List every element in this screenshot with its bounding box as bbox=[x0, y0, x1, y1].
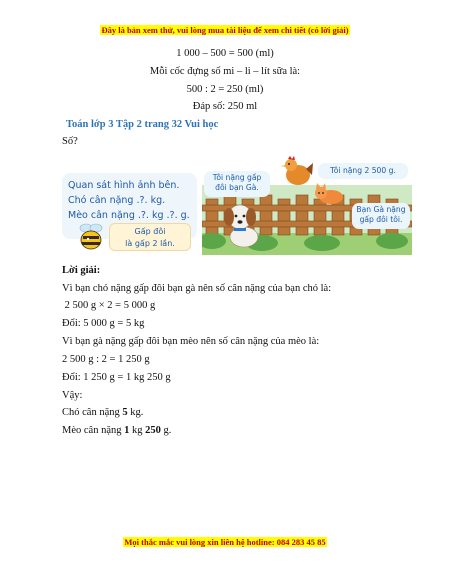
dog-answer-prefix: Chó cân nặng bbox=[62, 407, 123, 418]
dog-answer-value: 5 bbox=[122, 407, 128, 418]
bee-hint-bubble bbox=[109, 223, 191, 251]
answer-line: Đáp số: 250 ml bbox=[192, 101, 258, 112]
solution-line-1: Vì bạn chó nặng gấp đôi bạn gà nên số cân nặng của bạn chó là: bbox=[62, 283, 332, 294]
calc-line-3: 500 : 2 = 250 (ml) bbox=[186, 84, 264, 95]
farm-scene bbox=[202, 155, 412, 255]
cat-answer-suffix: g. bbox=[160, 425, 172, 436]
bee-hint-line-2: là gấp 2 lần. bbox=[125, 239, 175, 248]
preview-banner bbox=[0, 25, 450, 35]
hotline-banner bbox=[0, 537, 450, 547]
cat-speech-line-1: Bạn Gà nặng bbox=[356, 205, 406, 214]
preview-banner-text: Đây là bản xem thử, vui lòng mua tài liệu để xem chi tiết (có lời giải) bbox=[101, 25, 349, 35]
dog-answer-suffix: kg. bbox=[127, 407, 144, 418]
dog-speech-line-1: Tôi nặng gấp bbox=[212, 173, 262, 182]
instruction-line-1: Quan sát hình ảnh bên. bbox=[68, 180, 180, 191]
cat-speech-bubble bbox=[352, 203, 410, 229]
dog-speech-line-2: đôi bạn Gà. bbox=[215, 183, 259, 192]
instruction-line-3: Mèo cân nặng .?. kg .?. g. bbox=[68, 210, 190, 221]
solution-line-2: 2 500 g × 2 = 5 000 g bbox=[62, 300, 156, 311]
cat-answer bbox=[62, 425, 171, 436]
solution-line-3: Đổi: 5 000 g = 5 kg bbox=[62, 318, 145, 329]
bee-hint-line-1: Gấp đôi bbox=[134, 227, 166, 236]
cat-answer-mid: kg bbox=[129, 425, 146, 436]
illustration bbox=[62, 155, 412, 255]
calc-line-2: Mỗi cốc đựng số mi – li – lít sữa là: bbox=[149, 66, 301, 77]
section-title: Toán lớp 3 Tập 2 trang 32 Vui học bbox=[66, 119, 219, 130]
dog-speech-bubble bbox=[204, 171, 270, 197]
solution-line-4: Vì bạn gà nặng gấp đôi bạn mèo nên số cân nặng của mèo là: bbox=[62, 336, 320, 347]
cat-answer-g: 250 bbox=[145, 425, 161, 436]
cat-answer-kg: 1 bbox=[124, 425, 130, 436]
dog-icon bbox=[220, 199, 264, 249]
instruction-line-2: Chó cân nặng .?. kg. bbox=[68, 195, 166, 206]
cat-speech-line-2: gấp đôi tôi. bbox=[359, 215, 403, 224]
cat-answer-prefix: Mèo cân nặng bbox=[62, 425, 125, 436]
chicken-icon bbox=[280, 155, 314, 189]
bee-icon bbox=[76, 222, 108, 252]
hotline-banner-text: Mọi thắc mắc vui lòng xin liên hệ hotline: 084 283 45 85 bbox=[124, 537, 326, 547]
chicken-speech-bubble: Tôi nặng 2 500 g. bbox=[318, 163, 408, 179]
solution-line-6: Đổi: 1 250 g = 1 kg 250 g bbox=[62, 372, 171, 383]
solution-line-5: 2 500 g : 2 = 1 250 g bbox=[62, 354, 150, 365]
solution-line-7: Vậy: bbox=[62, 390, 83, 401]
question-label: Số? bbox=[62, 136, 78, 147]
solution-heading: Lời giải: bbox=[62, 265, 101, 276]
dog-answer bbox=[62, 407, 143, 418]
cat-icon bbox=[314, 183, 344, 205]
calc-line-1: 1 000 – 500 = 500 (ml) bbox=[176, 48, 274, 59]
